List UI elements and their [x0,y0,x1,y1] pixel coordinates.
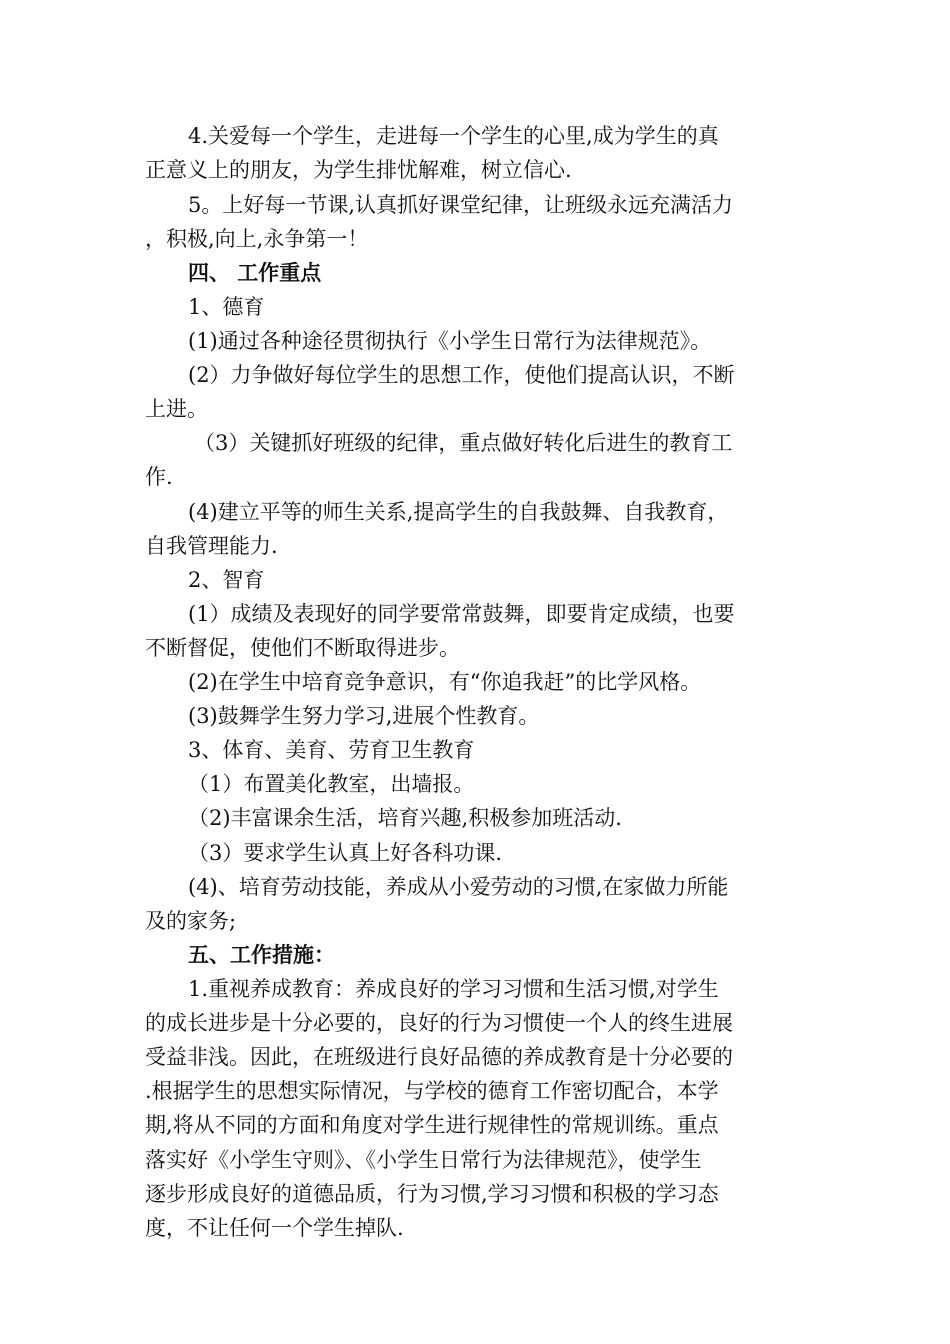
text-line: (2)在学生中培育竞争意识，有“你追我赶”的比学风格。 [188,670,702,694]
subsection-heading: 2、智育 [188,568,265,592]
text-line: （3）关键抓好班级的纪律，重点做好转化后进生的教育工 [194,431,733,455]
text-line: 及的家务; [145,909,237,933]
text-line: ，积极,向上,永争第一！ [145,227,369,251]
section-heading: 四、 工作重点 [188,261,322,285]
text-line: 落实好《小学生守则》、《小学生日常行为法律规范》，使学生 [145,1148,702,1172]
text-line: .根据学生的思想实际情况，与学校的德育工作密切配合，本学 [145,1079,719,1103]
text-line: (1)通过各种途径贯彻执行《小学生日常行为法律规范》。 [188,329,712,353]
text-line: (4)、培育劳动技能，养成从小爱劳动的习惯,在家做力所能 [188,875,729,899]
text-line: （1）布置美化教室，出墙报。 [188,772,475,796]
subsection-heading: 1、德育 [188,295,265,319]
text-line: 4.关爱每一个学生，走进每一个学生的心里,成为学生的真 [188,124,719,148]
text-line: 不断督促，使他们不断取得进步。 [145,636,460,660]
text-line: （2)丰富课余生活，培育兴趣,积极参加班活动. [188,806,622,830]
text-line: 作. [145,465,173,489]
section-heading: 五、工作措施： [188,943,335,967]
subsection-heading: 3、体育、美育、劳育卫生教育 [188,738,475,762]
text-line: 度，不让任何一个学生掉队. [145,1216,404,1240]
text-line: （3）要求学生认真上好各科功课. [188,841,503,865]
text-line: 的成长进步是十分必要的，良好的行为习惯使一个人的终生进展 [145,1011,733,1035]
text-line: 1.重视养成教育：养成良好的学习习惯和生活习惯,对学生 [188,977,719,1001]
text-line: 自我管理能力. [145,534,278,558]
text-line: 正意义上的朋友，为学生排忧解难，树立信心. [145,158,572,182]
text-line: 期,将从不同的方面和角度对学生进行规律性的常规训练。重点 [145,1113,719,1137]
text-line: (1）成绩及表现好的同学要常常鼓舞，即要肯定成绩，也要 [188,602,735,626]
text-line: 受益非浅。因此，在班级进行良好品德的养成教育是十分必要的 [145,1045,733,1069]
text-line: 逐步形成良好的道德品质，行为习惯,学习习惯和积极的学习态 [145,1182,719,1206]
text-line: 上进。 [145,397,208,421]
text-line: (4)建立平等的师生关系,提高学生的自我鼓舞、自我教育， [188,500,729,524]
text-line: (3)鼓舞学生努力学习,进展个性教育。 [188,704,540,728]
text-line: 5。上好每一节课,认真抓好课堂纪律，让班级永远充满活力 [188,193,734,217]
text-line: (2）力争做好每位学生的思想工作，使他们提高认识，不断 [188,363,735,387]
